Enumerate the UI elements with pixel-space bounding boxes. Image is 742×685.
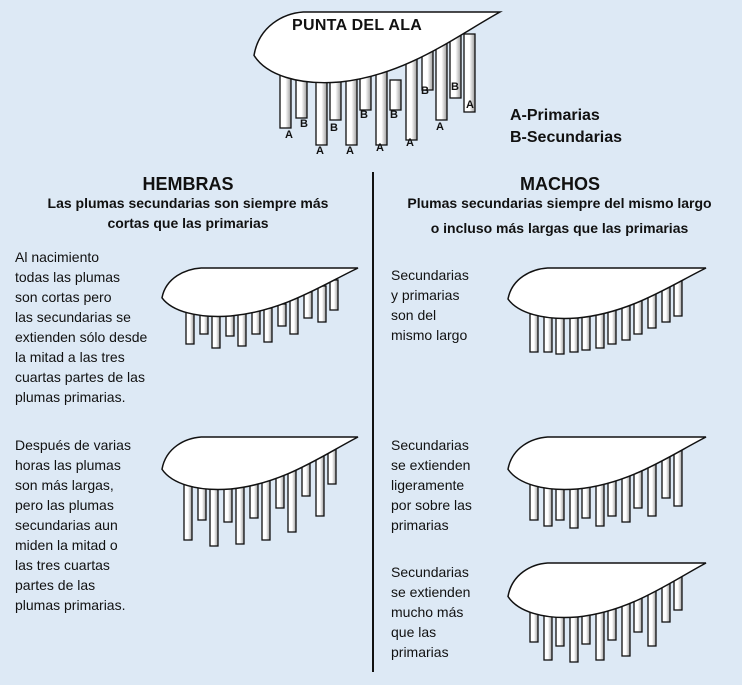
text-line: las tres cuartas [15,557,110,573]
feather-label: B [300,118,308,130]
males-stage3-text [391,562,470,662]
text-line: Secundarias [391,267,469,283]
text-line: las secundarias se [15,309,131,325]
feather [264,308,272,342]
feather [212,313,220,348]
text-line: Secundarias [391,564,469,580]
text-line: secundarias aun [15,517,118,533]
text-line: por sobre las [391,497,472,513]
feather [288,468,296,532]
feather-label: A [406,137,414,149]
feather [662,582,670,622]
text-line: Secundarias [391,437,469,453]
feather [544,314,552,352]
feather-label: B [451,81,459,93]
feather [330,280,338,310]
males-subtitle-line2: o incluso más largas que las primarias [430,220,689,236]
text-line: mismo largo [391,327,468,343]
feather [316,456,324,516]
feather-label: A [466,99,474,111]
feather [238,312,246,346]
feather [346,76,357,145]
feather [570,612,578,662]
text-line: horas las plumas [15,457,121,473]
text-line: mucho más [391,604,464,620]
feather-label: A [316,145,324,157]
feather [648,590,656,646]
text-line: se extienden [391,584,471,600]
female-wing-at-birth [162,268,358,348]
feather [280,72,291,128]
wing-shape [162,268,358,316]
feather [376,66,387,145]
male-wing-much-longer [508,563,706,662]
text-line: primarias [391,644,449,660]
text-line: Al nacimiento [15,249,100,265]
text-line: son más largas, [15,477,114,493]
feather-label: B [421,85,429,97]
feather [304,292,312,318]
feather [556,316,564,354]
text-line: Después de varias [15,437,131,453]
females-stage2-text [15,435,131,615]
feather [290,298,298,334]
feather-label: A [346,145,354,157]
females-title: HEMBRAS [142,174,234,194]
text-line: pero las plumas [15,497,114,513]
feather [278,304,286,326]
feather-label: A [285,129,293,141]
text-line: se extienden [391,457,471,473]
feather [210,484,218,546]
feather [390,80,401,110]
feather [184,480,192,540]
feather [596,608,604,660]
text-line: que las [391,624,437,640]
feather [406,58,417,140]
feather [262,478,270,540]
feather [276,474,284,508]
text-line: partes de las [15,577,96,593]
text-line: plumas primarias. [15,597,126,613]
feather [622,602,630,656]
feather [622,474,630,522]
legend-primarias: A-Primarias [510,107,600,124]
text-line: miden la mitad o [15,537,118,553]
females-subtitle-line1: Las plumas secundarias son siempre más [47,195,329,211]
feather [570,484,578,528]
wing-tip-title: PUNTA DEL ALA [292,17,423,34]
feather-label: A [436,121,444,133]
feather [530,314,538,352]
text-line: extienden sólo desde [15,329,148,345]
males-stage2-text [391,435,472,535]
feather [318,286,326,322]
feather [662,456,670,498]
feather-label: A [376,142,384,154]
females-stage1-text [15,247,147,407]
feather [236,482,244,544]
feather [596,480,604,526]
males-subtitle-line1: Plumas secundarias siempre del mismo largo [407,195,712,211]
males-stage1-text [391,265,469,345]
females-subtitle-line2: cortas que las primarias [107,215,269,231]
males-title: MACHOS [520,174,600,194]
legend-secundarias: B-Secundarias [510,129,623,146]
text-line: son del [391,307,437,323]
text-line: son cortas pero [15,289,112,305]
text-line: plumas primarias. [15,389,126,405]
text-line: y primarias [391,287,460,303]
text-line: ligeramente [391,477,465,493]
male-wing-slightly-longer [508,437,706,528]
feather [674,448,682,506]
female-wing-after-hours [162,437,358,546]
feather-label: B [330,122,338,134]
text-line: primarias [391,517,449,533]
text-line: cuartas partes de las [15,369,145,385]
feather [252,310,260,334]
text-line: la mitad a las tres [15,349,125,365]
male-wing-same-length [508,268,706,354]
feather [570,314,578,352]
feather-label: B [360,109,368,121]
feather [648,462,656,516]
text-line: todas las plumas [15,269,121,285]
feather-label: B [390,109,398,121]
